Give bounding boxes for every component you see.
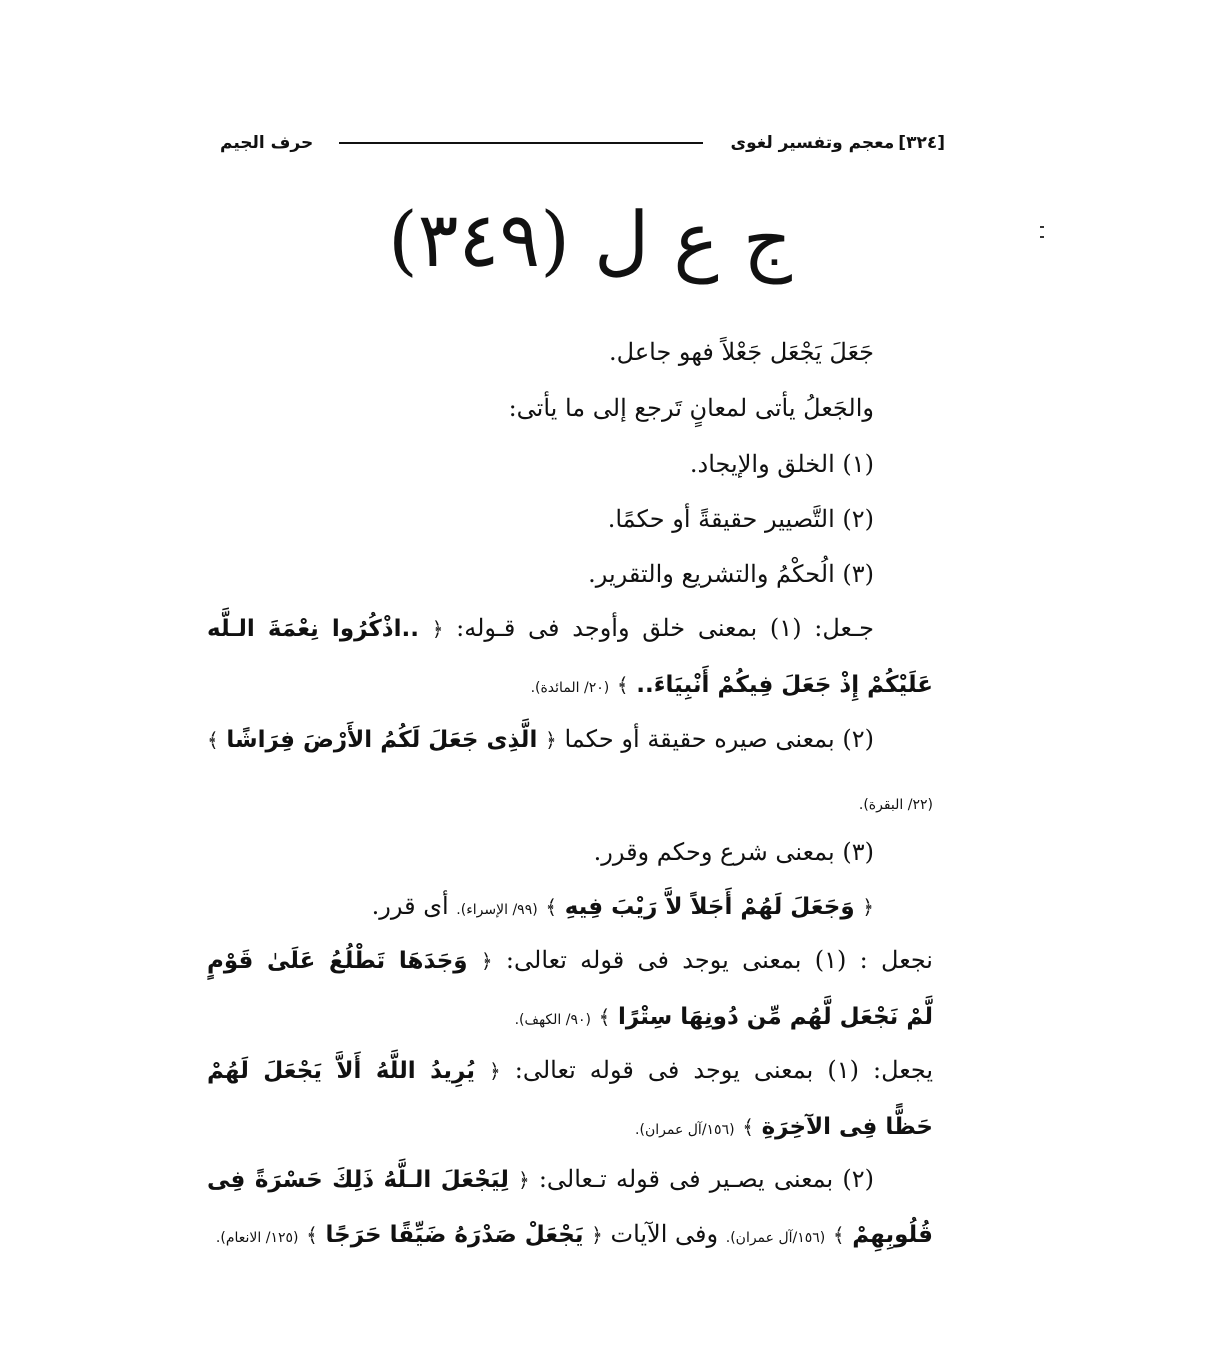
quran-quote: لَّمْ نَجْعَل لَّهُم مِّن دُونِهَا سِتْرًا: [618, 1004, 933, 1030]
example-text: وفى الآيات: [610, 1220, 719, 1248]
example-yajal-2: [207, 1165, 874, 1193]
meaning-2: (٢) التَّصيير حقيقةً أو حكمًا.: [607, 505, 874, 533]
quran-bracket-open: ﴿: [591, 1223, 603, 1247]
meaning-1: (١) الخلق والإيجاد.: [689, 450, 874, 478]
entry-heading: ج ع ل (٣٤٩): [388, 195, 792, 284]
example-jaala-3-quote: [372, 892, 874, 920]
quran-quote: حَظًّا فِى الآخِرَةِ: [761, 1114, 933, 1140]
quran-quote: يُرِيدُ اللَّهُ أَلاَّ يَجْعَلَ لَهُمْ: [207, 1058, 475, 1084]
quran-quote: قُلُوبِهِمْ: [852, 1222, 933, 1248]
example-jaala-3: (٣) بمعنى شرع وحكم وقرر.: [593, 838, 874, 866]
quran-quote: الَّذِى جَعَلَ لَكُمُ الأَرْضَ فِرَاشًا: [226, 727, 538, 753]
example-yajal: [207, 1056, 933, 1084]
verse-reference: (٩٠/ الكهف).: [514, 1012, 592, 1028]
quran-quote: عَلَيْكُمْ إِذْ جَعَلَ فِيكُمْ أَنْبِيَاءَ..: [636, 672, 933, 698]
quran-bracket-close: ﴾: [306, 1223, 318, 1247]
quran-quote: لِيَجْعَلَ الـلَّهُ ذَلِكَ حَسْرَةً فِى: [207, 1167, 509, 1193]
example-jaala-1-cont: [531, 670, 933, 698]
book-title: معجم وتفسير لغوى: [730, 133, 895, 153]
running-header: [220, 128, 945, 158]
example-text: جـعل: (١) بمعنى خلق وأوجد فى قـوله:: [456, 614, 874, 642]
verse-reference: (١٢٥/ الانعام).: [215, 1230, 299, 1246]
header-rule: [339, 142, 702, 144]
example-text: يجعل: (١) بمعنى يوجد فى قوله تعالى:: [514, 1056, 934, 1084]
example-text: أى قرر.: [371, 892, 449, 920]
quran-bracket-close: ﴾: [598, 1005, 611, 1029]
quran-bracket-open: ﴿: [489, 1059, 501, 1083]
quran-bracket-close: ﴾: [616, 673, 629, 697]
quran-bracket-close: ﴾: [545, 895, 558, 919]
example-najal-cont: [515, 1002, 933, 1030]
example-yajal-cont: [635, 1112, 933, 1140]
verse-reference: (٩٩/ الإسراء).: [456, 902, 538, 918]
quran-bracket-open: ﴿: [862, 895, 874, 919]
example-text: (٢) بمعنى يصـير فى قوله تـعالى:: [538, 1165, 874, 1193]
meaning-3: (٣) الُحكْمُ والتشريع والتقرير.: [588, 560, 874, 588]
quran-quote: وَجَعَلَ لَهُمْ أَجَلاً لاَّ رَيْبَ فِيهِ: [564, 894, 855, 920]
example-text: (٢) بمعنى صيره حقيقة أو حكما: [564, 725, 875, 753]
example-yajal-2-cont: [216, 1220, 933, 1248]
example-jaala-2-ref: [859, 787, 933, 815]
quran-bracket-close: ﴾: [742, 1115, 754, 1139]
quran-bracket-close: ﴾: [207, 728, 219, 752]
example-jaala-2: [207, 725, 874, 753]
verse-reference: (١٥٦/آل عمران).: [725, 1230, 826, 1246]
margin-mark: [1040, 226, 1048, 250]
section-name: حرف الجيم: [220, 133, 314, 153]
quran-bracket-open: ﴿: [431, 617, 444, 641]
example-najal: [207, 946, 933, 974]
quran-bracket-open: ﴿: [518, 1168, 530, 1192]
quran-bracket-open: ﴿: [545, 728, 557, 752]
body-line-2: والجَعلُ يأتى لمعانٍ تَرجع إلى ما يأتى:: [508, 394, 874, 422]
example-jaala-1: [207, 614, 874, 642]
quran-quote: وَجَدَهَا تَطْلُعُ عَلَىٰ قَوْمٍ: [207, 948, 468, 974]
quran-quote: يَجْعَلْ صَدْرَهُ ضَيِّقًا حَرَجًا: [325, 1222, 584, 1248]
page-number: [٣٢٤]: [898, 133, 945, 153]
quran-bracket-close: ﴾: [832, 1223, 845, 1247]
quran-quote: ..اذْكُرُوا نِعْمَةَ الـلَّه: [207, 616, 419, 642]
verse-reference: (٢٢/ البقرة).: [858, 797, 933, 813]
quran-bracket-open: ﴿: [480, 949, 493, 973]
body-line-1: جَعَلَ يَجْعَل جَعْلاً فهو جاعل.: [609, 338, 874, 366]
example-text: نجعل : (١) بمعنى يوجد فى قوله تعالى:: [505, 946, 933, 974]
verse-reference: (١٥٦/آل عمران).: [635, 1122, 735, 1138]
verse-reference: (٢٠/ المائدة).: [530, 680, 610, 696]
